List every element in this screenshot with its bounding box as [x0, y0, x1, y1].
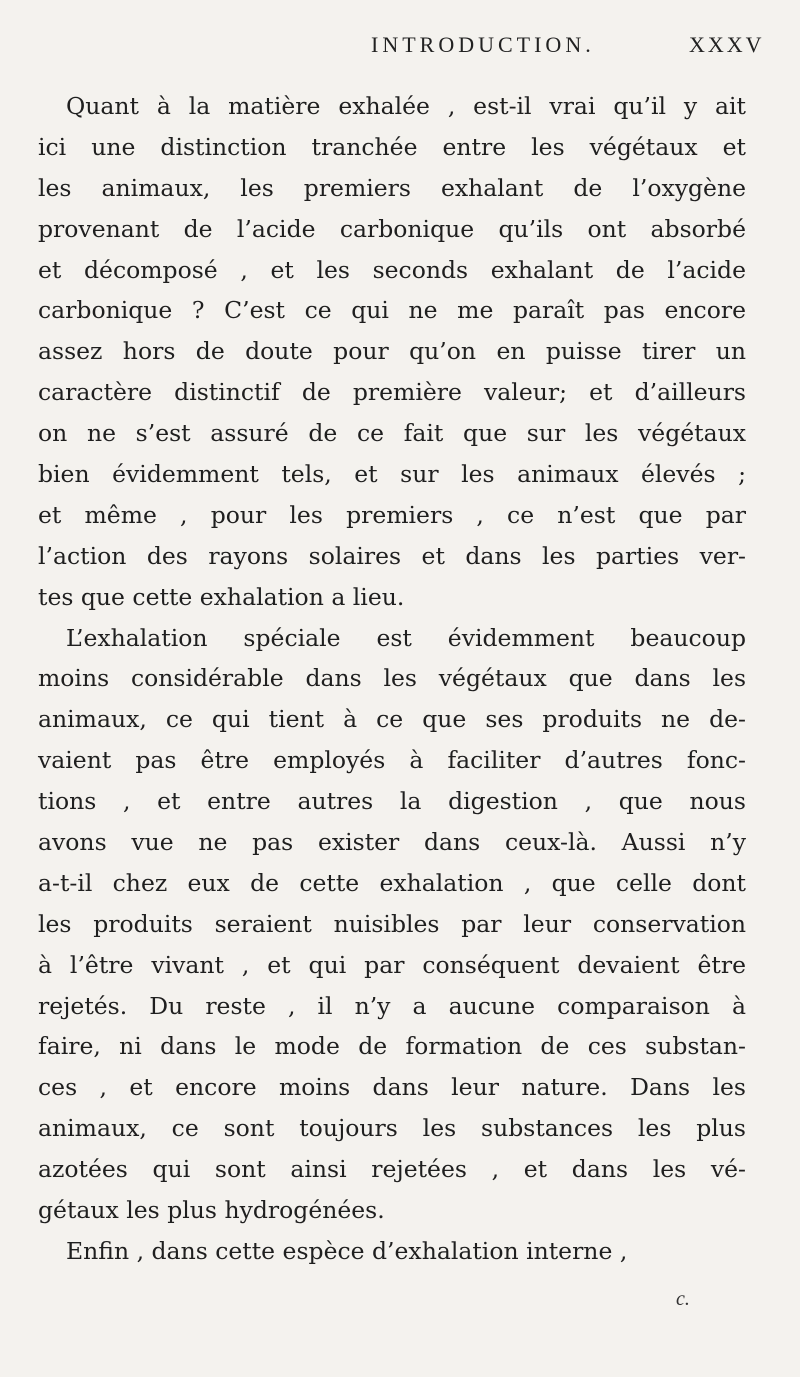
text-line: ici une distinction tranchée entre les végétaux et [38, 132, 746, 161]
text-line: gétaux les plus hydrogénées. [38, 1196, 385, 1225]
text-line: rejetés. Du reste , il n’y a aucune comparaison à [38, 991, 746, 1020]
text-line: et décomposé , et les seconds exhalant de l’acide [38, 255, 746, 284]
text-line: azotées qui sont ainsi rejetées , et dans les vé- [38, 1155, 746, 1184]
text-line: provenant de l’acide carbonique qu’ils ont absorbé [38, 214, 746, 243]
text-line: vaient pas être employés à faciliter d’autres fonc- [38, 746, 746, 775]
text-line: Quant à la matière exhalée , est-il vrai qu’il y ait [66, 92, 746, 120]
header-title: INTRODUCTION. [371, 32, 595, 57]
text-line: et même , pour les premiers , ce n’est que par [38, 500, 746, 529]
text-line: avons vue ne pas exister dans ceux-là. Aussi n’y [38, 828, 746, 857]
text-line: tions , et entre autres la digestion , que nous [38, 787, 746, 816]
text-line: Enfin , dans cette espèce d’exhalation interne , [66, 1236, 628, 1265]
text-line: caractère distinctif de première valeur; et d’ailleurs [38, 378, 746, 407]
text-line: faire, ni dans le mode de formation de ces substan- [38, 1032, 746, 1061]
text-line: on ne s’est assuré de ce fait que sur les végétaux [38, 419, 746, 448]
signature-mark: c. [676, 1288, 690, 1310]
text-line: carbonique ? C’est ce qui ne me paraît pas encore [38, 296, 746, 325]
text-line: a-t-il chez eux de cette exhalation , que celle dont [38, 868, 746, 897]
text-line: ces , et encore moins dans leur nature. Dans les [38, 1073, 746, 1102]
text-line: les animaux, les premiers exhalant de l’oxygène [38, 173, 746, 202]
text-line: animaux, ce qui tient à ce que ses produits ne de- [38, 705, 746, 734]
page-number: XXXV [689, 32, 765, 57]
text-line: L’exhalation spéciale est évidemment beaucoup [66, 623, 746, 652]
text-line: l’action des rayons solaires et dans les parties ver- [38, 541, 746, 570]
body-text [38, 86, 746, 1272]
text-line: bien évidemment tels, et sur les animaux élevés ; [38, 460, 746, 489]
text-line: à l’être vivant , et qui par conséquent devaient être [38, 950, 746, 979]
text-line: les produits seraient nuisibles par leur conservation [38, 909, 746, 938]
text-line: animaux, ce sont toujours les substances les plus [38, 1114, 746, 1143]
text-line: assez hors de doute pour qu’on en puisse tirer un [38, 337, 746, 366]
running-head [0, 20, 800, 60]
text-line: tes que cette exhalation a lieu. [38, 582, 405, 611]
text-line: moins considérable dans les végétaux que dans les [38, 664, 746, 693]
